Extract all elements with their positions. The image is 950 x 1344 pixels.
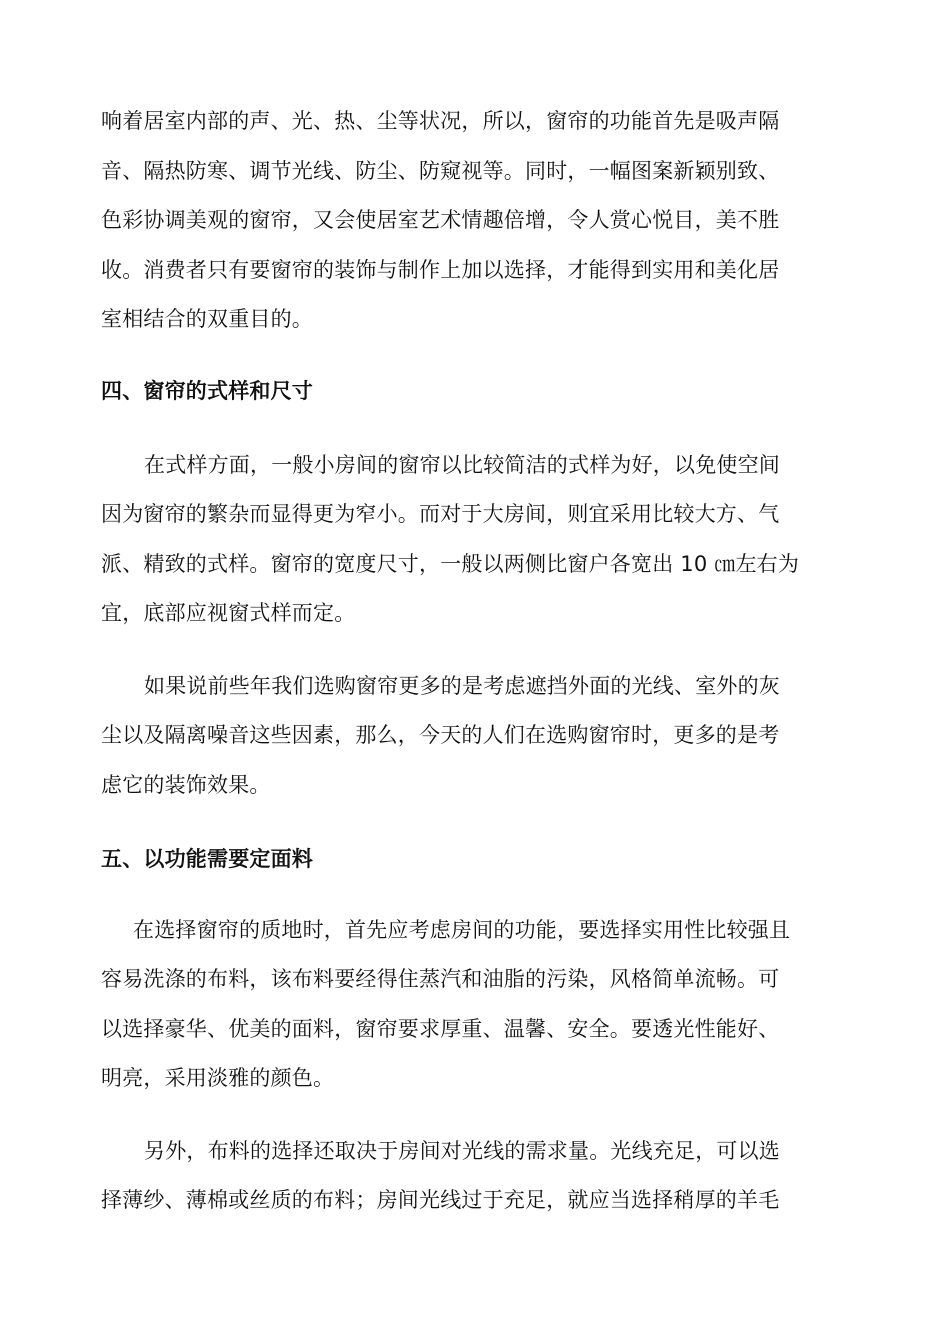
paragraph-line: 以选择豪华、优美的面料，窗帘要求厚重、温馨、安全。要透光性能好、 — [101, 1017, 780, 1041]
paragraph-line: 在式样方面，一般小房间的窗帘以比较简洁的式样为好，以免使空间 — [144, 453, 780, 477]
paragraph-line: 收。消费者只有要窗帘的装饰与制作上加以选择，才能得到实用和美化居 — [101, 258, 780, 282]
paragraph-line: 派、精致的式样。窗帘的宽度尺寸，一般以两侧比窗户各宽出 10 ㎝左右为 — [101, 552, 800, 576]
paragraph-line: 如果说前些年我们选购窗帘更多的是考虑遮挡外面的光线、室外的灰 — [144, 674, 780, 698]
paragraph-line: 因为窗帘的繁杂而显得更为窄小。而对于大房间，则宜采用比较大方、气 — [101, 502, 780, 526]
section-heading-5: 五、以功能需要定面料 — [101, 847, 313, 871]
paragraph-line: 另外，布料的选择还取决于房间对光线的需求量。光线充足，可以选 — [144, 1139, 780, 1163]
paragraph-line: 容易洗涤的布料，该布料要经得住蒸汽和油脂的污染，风格简单流畅。可 — [101, 967, 780, 991]
paragraph-line: 室相结合的双重目的。 — [101, 307, 313, 331]
paragraph-line: 在选择窗帘的质地时，首先应考虑房间的功能，要选择实用性比较强且 — [133, 918, 791, 942]
paragraph-line: 宜，底部应视窗式样而定。 — [101, 601, 356, 625]
paragraph-line: 尘以及隔离噪音这些因素，那么，今天的人们在选购窗帘时，更多的是考 — [101, 723, 780, 747]
section-heading-4: 四、窗帘的式样和尺寸 — [101, 379, 313, 403]
paragraph-line: 音、隔热防寒、调节光线、防尘、防窥视等。同时，一幅图案新颖别致、 — [101, 159, 780, 183]
paragraph-line: 色彩协调美观的窗帘，又会使居室艺术情趣倍增，令人赏心悦目，美不胜 — [101, 208, 780, 232]
paragraph-line: 虑它的装饰效果。 — [101, 773, 271, 797]
paragraph-line: 明亮，采用淡雅的颜色。 — [101, 1066, 335, 1090]
paragraph-line: 择薄纱、薄棉或丝质的布料；房间光线过于充足，就应当选择稍厚的羊毛 — [101, 1188, 780, 1212]
paragraph-line: 响着居室内部的声、光、热、尘等状况，所以，窗帘的功能首先是吸声隔 — [101, 109, 780, 133]
